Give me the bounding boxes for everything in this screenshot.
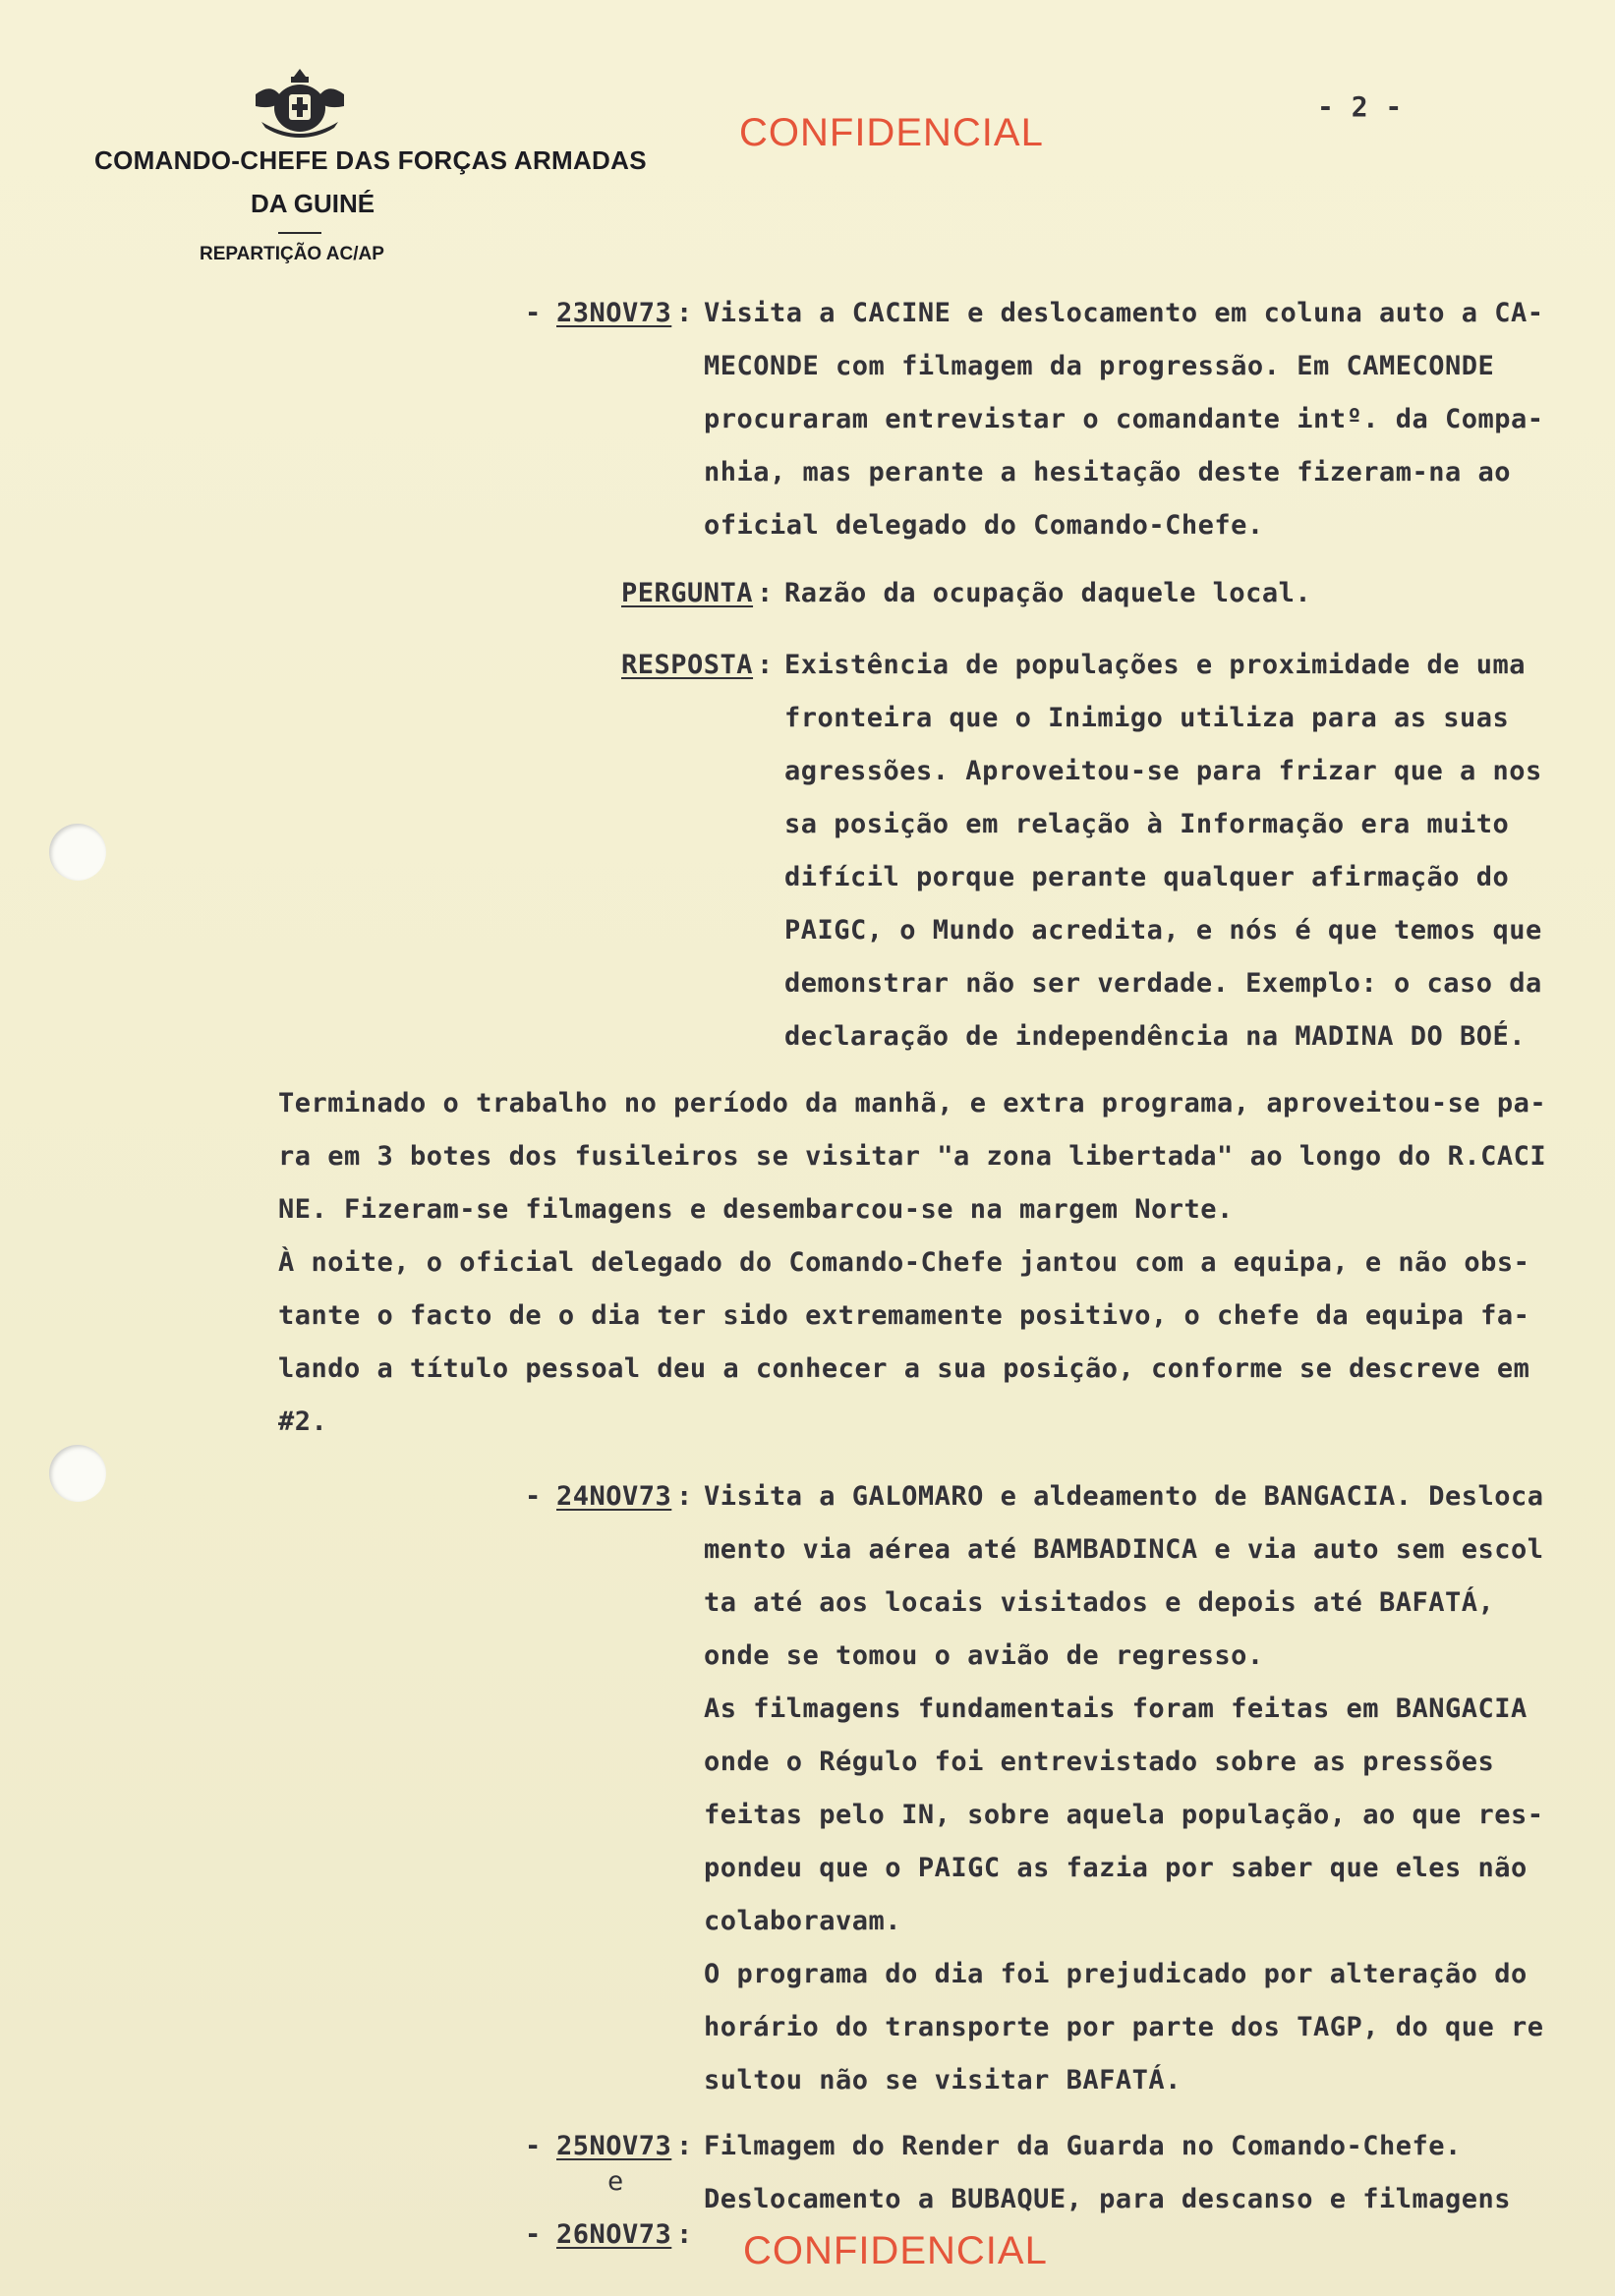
entry2-line: ta até aos locais visitados e depois até BAFATÁ, bbox=[704, 1587, 1495, 1618]
entry2-line: onde se tomou o avião de regresso. bbox=[704, 1640, 1264, 1671]
entry1-line: oficial delegado do Comando-Chefe. bbox=[704, 510, 1264, 541]
answer-line: declaração de independência na MADINA DO BOÉ. bbox=[784, 1021, 1526, 1052]
answer-line: sa posição em relação à Informação era muito bbox=[784, 809, 1510, 839]
answer-colon: : bbox=[757, 650, 774, 680]
body-paragraph-line: #2. bbox=[278, 1406, 328, 1437]
entry2-line: As filmagens fundamentais foram feitas em BANGACIA bbox=[704, 1693, 1528, 1724]
page-number: - 2 - bbox=[1317, 90, 1403, 123]
entry2-line: feitas pelo IN, sobre aquela população, ao que res- bbox=[704, 1800, 1544, 1830]
answer-label: RESPOSTA bbox=[621, 650, 754, 680]
body-paragraph-line: À noite, o oficial delegado do Comando-Chefe jantou com a equipa, e não obs- bbox=[278, 1247, 1530, 1278]
question-colon: : bbox=[757, 578, 774, 608]
entry1-line: nhia, mas perante a hesitação deste fizeram-na ao bbox=[704, 457, 1512, 488]
entry2-date: 24NOV73 bbox=[556, 1481, 672, 1512]
classification-stamp-top: CONFIDENCIAL bbox=[739, 111, 1044, 154]
entry3-colon: : bbox=[676, 2219, 693, 2250]
entry3-date-start: 25NOV73 bbox=[556, 2131, 672, 2161]
entry3-date-end: 26NOV73 bbox=[556, 2219, 672, 2250]
question-text: Razão da ocupação daquele local. bbox=[784, 578, 1312, 608]
entry2-colon: : bbox=[676, 1481, 693, 1512]
entry1-line: Visita a CACINE e deslocamento em coluna auto a CA- bbox=[704, 298, 1544, 328]
header-divider bbox=[278, 232, 321, 234]
punch-hole bbox=[49, 824, 106, 881]
entry2-line: pondeu que o PAIGC as fazia por saber que eles não bbox=[704, 1853, 1528, 1883]
entry3-dash: - bbox=[525, 2131, 542, 2161]
coat-of-arms-emblem bbox=[252, 65, 348, 140]
answer-line: Existência de populações e proximidade de uma bbox=[784, 650, 1526, 680]
answer-line: demonstrar não ser verdade. Exemplo: o caso da bbox=[784, 968, 1542, 999]
body-paragraph-line: NE. Fizeram-se filmagens e desembarcou-se na margem Norte. bbox=[278, 1194, 1234, 1225]
answer-line: PAIGC, o Mundo acredita, e nós é que temos que bbox=[784, 915, 1542, 946]
entry1-dash: - bbox=[525, 298, 542, 328]
entry2-line: horário do transporte por parte dos TAGP, do que re bbox=[704, 2012, 1544, 2042]
entry2-line: mento via aérea até BAMBADINCA e via auto sem escol bbox=[704, 1534, 1544, 1565]
punch-hole bbox=[49, 1445, 106, 1502]
entry3-connector: e bbox=[607, 2166, 624, 2197]
entry2-line: Visita a GALOMARO e aldeamento de BANGACIA. Desloca bbox=[704, 1481, 1544, 1512]
entry3-line: Filmagem do Render da Guarda no Comando-Chefe. bbox=[704, 2131, 1462, 2161]
entry2-dash: - bbox=[525, 1481, 542, 1512]
classification-stamp-bottom: CONFIDENCIAL bbox=[743, 2229, 1048, 2272]
entry2-line: onde o Régulo foi entrevistado sobre as pressões bbox=[704, 1747, 1495, 1777]
body-paragraph-line: lando a título pessoal deu a conhecer a sua posição, conforme se descreve em bbox=[278, 1353, 1530, 1384]
entry3-colon: : bbox=[676, 2131, 693, 2161]
entry2-line: sultou não se visitar BAFATÁ. bbox=[704, 2065, 1182, 2095]
org-name-line1: COMANDO-CHEFE DAS FORÇAS ARMADAS bbox=[94, 145, 647, 175]
question-label: PERGUNTA bbox=[621, 578, 754, 608]
entry3-dash: - bbox=[525, 2219, 542, 2250]
department-label: REPARTIÇÃO AC/AP bbox=[200, 244, 384, 264]
answer-line: difícil porque perante qualquer afirmação do bbox=[784, 862, 1510, 892]
body-paragraph-line: tante o facto de o dia ter sido extremamente positivo, o chefe da equipa fa- bbox=[278, 1300, 1530, 1331]
entry3-line: Deslocamento a BUBAQUE, para descanso e filmagens bbox=[704, 2184, 1512, 2214]
body-paragraph-line: Terminado o trabalho no período da manhã, e extra programa, aproveitou-se pa- bbox=[278, 1088, 1547, 1119]
entry1-date: 23NOV73 bbox=[556, 298, 672, 328]
entry1-colon: : bbox=[676, 298, 693, 328]
entry2-line: colaboravam. bbox=[704, 1906, 902, 1936]
entry1-line: MECONDE com filmagem da progressão. Em CAMECONDE bbox=[704, 351, 1495, 381]
entry1-line: procuraram entrevistar o comandante intº. da Compa- bbox=[704, 404, 1544, 434]
org-name-line2: DA GUINÉ bbox=[251, 189, 375, 218]
answer-line: fronteira que o Inimigo utiliza para as suas bbox=[784, 703, 1510, 733]
body-paragraph-line: ra em 3 botes dos fusileiros se visitar "a zona libertada" ao longo do R.CACI bbox=[278, 1141, 1547, 1172]
entry2-line: O programa do dia foi prejudicado por alteração do bbox=[704, 1959, 1528, 1989]
answer-line: agressões. Aproveitou-se para frizar que a nos bbox=[784, 756, 1542, 786]
